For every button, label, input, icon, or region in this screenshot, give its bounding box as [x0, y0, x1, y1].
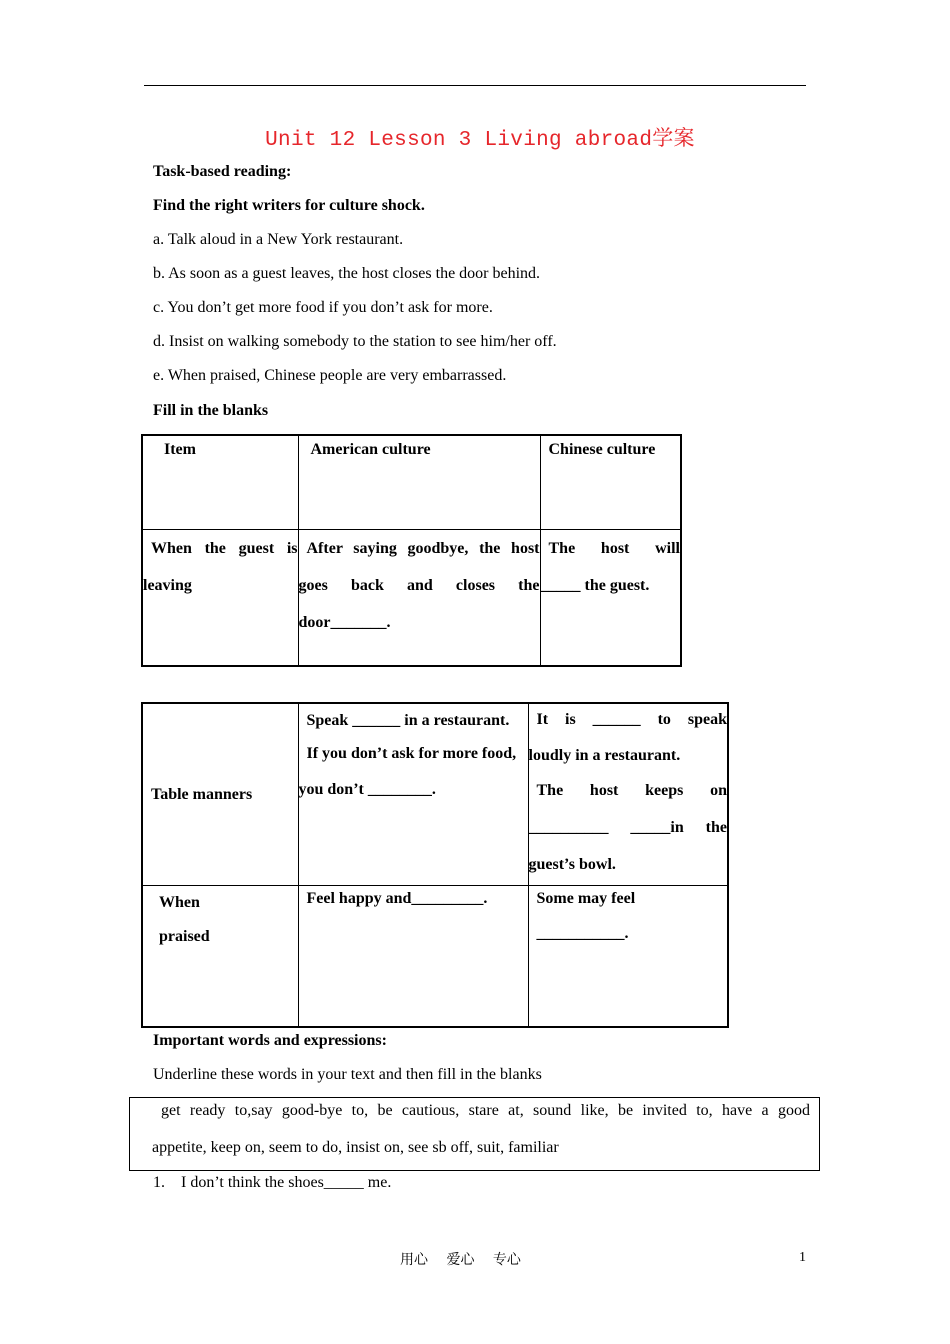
- row-leaving-chinese: The host will _____ the guest.: [540, 529, 681, 666]
- row-praised-item: When praised: [142, 885, 298, 1027]
- page-number: 1: [799, 1250, 806, 1265]
- words-heading: Important words and expressions:: [153, 1032, 387, 1049]
- statement-d: d. Insist on walking somebody to the station to see him/her off.: [153, 333, 557, 350]
- statement-a: a. Talk aloud in a New York restaurant.: [153, 231, 404, 248]
- statement-c: c. You don’t get more food if you don’t ask for more.: [153, 299, 493, 316]
- header-chinese: Chinese culture: [540, 435, 681, 529]
- exercise-1: 1. I don’t think the shoes_____ me.: [153, 1174, 392, 1191]
- culture-table-1: [141, 434, 682, 667]
- words-instruction: Underline these words in your text and then fill in the blanks: [153, 1066, 542, 1083]
- statement-e: e. When praised, Chinese people are very embarrassed.: [153, 367, 507, 384]
- row-praised-chinese: Some may feel ___________.: [528, 885, 728, 1027]
- word-bank-line-2: appetite, keep on, seem to do, insist on, see sb off, suit, familiar: [152, 1139, 559, 1156]
- row-leaving-item: When the guest is leaving: [142, 529, 298, 666]
- page-footer: 用心 爱心 专心: [400, 1252, 521, 1268]
- word-bank-line-1: get ready to,say good-bye to, be cautious, stare at, sound like, be invited to, have a good: [161, 1102, 810, 1119]
- row-table-manners-american: Speak ______ in a restaurant. If you don’t ask for more food, you don’t ________.: [298, 703, 528, 885]
- header-item: Item: [142, 435, 298, 529]
- row-praised-american: Feel happy and_________.: [298, 885, 528, 1027]
- statement-b: b. As soon as a guest leaves, the host closes the door behind.: [153, 265, 541, 282]
- page-title: Unit 12 Lesson 3 Living abroad学案: [265, 129, 695, 152]
- row-table-manners-item: Table manners: [142, 703, 298, 885]
- word-bank-box: [129, 1097, 820, 1171]
- section-subheading: Find the right writers for culture shock.: [153, 197, 425, 214]
- row-leaving-american: After saying goodbye, the host goes back and closes the door_______.: [298, 529, 540, 666]
- section-heading-task-reading: Task-based reading:: [153, 163, 292, 180]
- row-table-manners-chinese: It is ______ to speak loudly in a restaurant. The host keeps on __________ _____in the guest’s bowl.: [528, 703, 728, 885]
- culture-table-2: [141, 702, 729, 1028]
- header-american: American culture: [298, 435, 540, 529]
- header-rule: [144, 85, 806, 86]
- fill-heading: Fill in the blanks: [153, 402, 269, 419]
